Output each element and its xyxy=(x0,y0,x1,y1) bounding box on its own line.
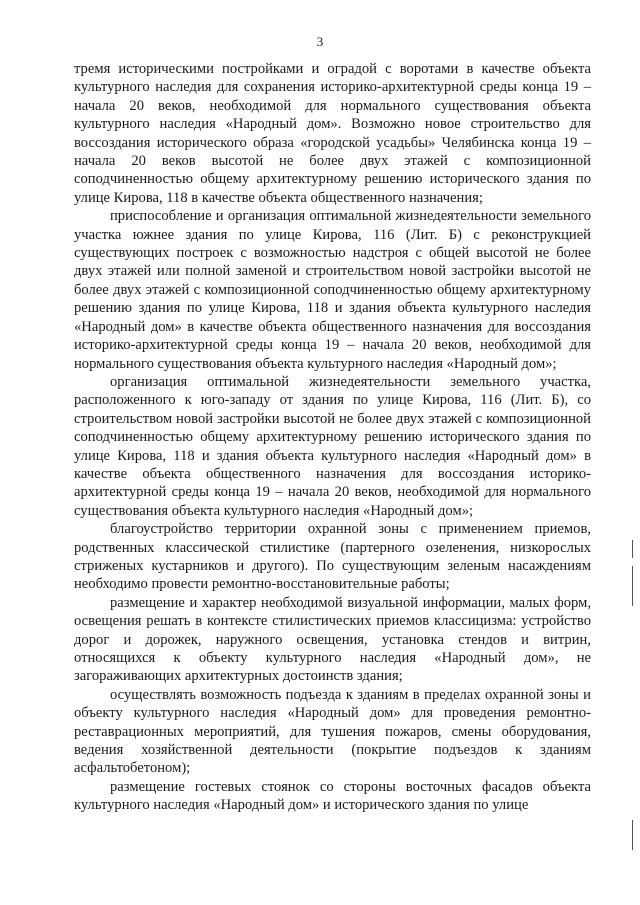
scan-edge-mark xyxy=(632,820,633,850)
paragraph-visual-information: размещение и характер необходимой визуальной информации, малых форм, освещения решать в контексте стилистических приемов классицизма: устройство дорог и дорожек, наружного освещения, установка стендов и витрин, относящихся к объекту культурного наследия «Народный дом», не загораживающих архитектурных достоинств здания; xyxy=(74,594,591,685)
paragraph-continuation: тремя историческими постройками и оградой с воротами в качестве объекта культурного наследия для сохранения историко-архитектурной среды конца 19 – начала 20 веков, необходимой для нормального существования объекта культурного наследия «Народный дом». Возможно новое строительство для воссоздания исторического образа «городской усадьбы» Челябинска конца 19 – начала 20 веков высотой не более двух этажей с композиционной соподчиненностью общему архитектурному решению исторического здания по улице Кирова, 118 в качестве объекта общественного назначения; xyxy=(74,61,591,206)
document-body xyxy=(74,60,591,815)
paragraph-adaptation-south-plot: приспособление и организация оптимальной жизнедеятельности земельного участка южнее здания по улице Кирова, 116 (Лит. Б) с реконструкцией существующих построек с возможностью надстроя с общей высотой не более двух этажей или полной заменой и строительством новой застройки высотой не более двух этажей с композиционной соподчиненностью общему архитектурному решению здания по улице Кирова, 118 и здания объекта культурного наследия «Народный дом» в качестве объекта общественного назначения для воссоздания историко-архитектурной среды конца 19 – начала 20 веков, необходимой для нормального существования объекта культурного наследия «Народный дом»; xyxy=(74,208,591,372)
paragraph-guest-parking: размещение гостевых стоянок со стороны восточных фасадов объекта культурного наследия «Народный дом» и исторического здания по улице xyxy=(74,778,591,814)
scan-edge-mark xyxy=(632,566,633,606)
paragraph-southwest-plot: организация оптимальной жизнедеятельности земельного участка, расположенного к юго-западу от здания по улице Кирова, 116 (Лит. Б), со строительством новой застройки высотой не более двух этажей с композиционной соподчиненностью общему архитектурному решению исторического здания по улице Кирова, 118 и здания объекта культурного наследия «Народный дом» в качестве объекта общественного назначения для воссоздания историко-архитектурной среды конца 19 – начала 20 веков, необходимой для нормального существования объекта культурного наследия «Народный дом»; xyxy=(74,373,591,519)
scan-edge-mark xyxy=(632,540,633,558)
page-number: 3 xyxy=(316,34,324,49)
paragraph-landscaping: благоустройство территории охранной зоны с применением приемов, родственных классической стилистике (партерного озеленения, низкорослых стриженых кустарников и другого). По существующим зеленым насаждениям необходимо провести ремонтно-восстановительные работы; xyxy=(74,521,591,593)
paragraph-vehicle-access: осуществлять возможность подъезда к зданиям в пределах охранной зоны и объекту культурного наследия «Народный дом» для проведения ремонтно-реставрационных мероприятий, для тушения пожаров, смены оборудования, ведения хозяйственной деятельности (покрытие подъездов к зданиям асфальтобетоном); xyxy=(74,686,591,777)
